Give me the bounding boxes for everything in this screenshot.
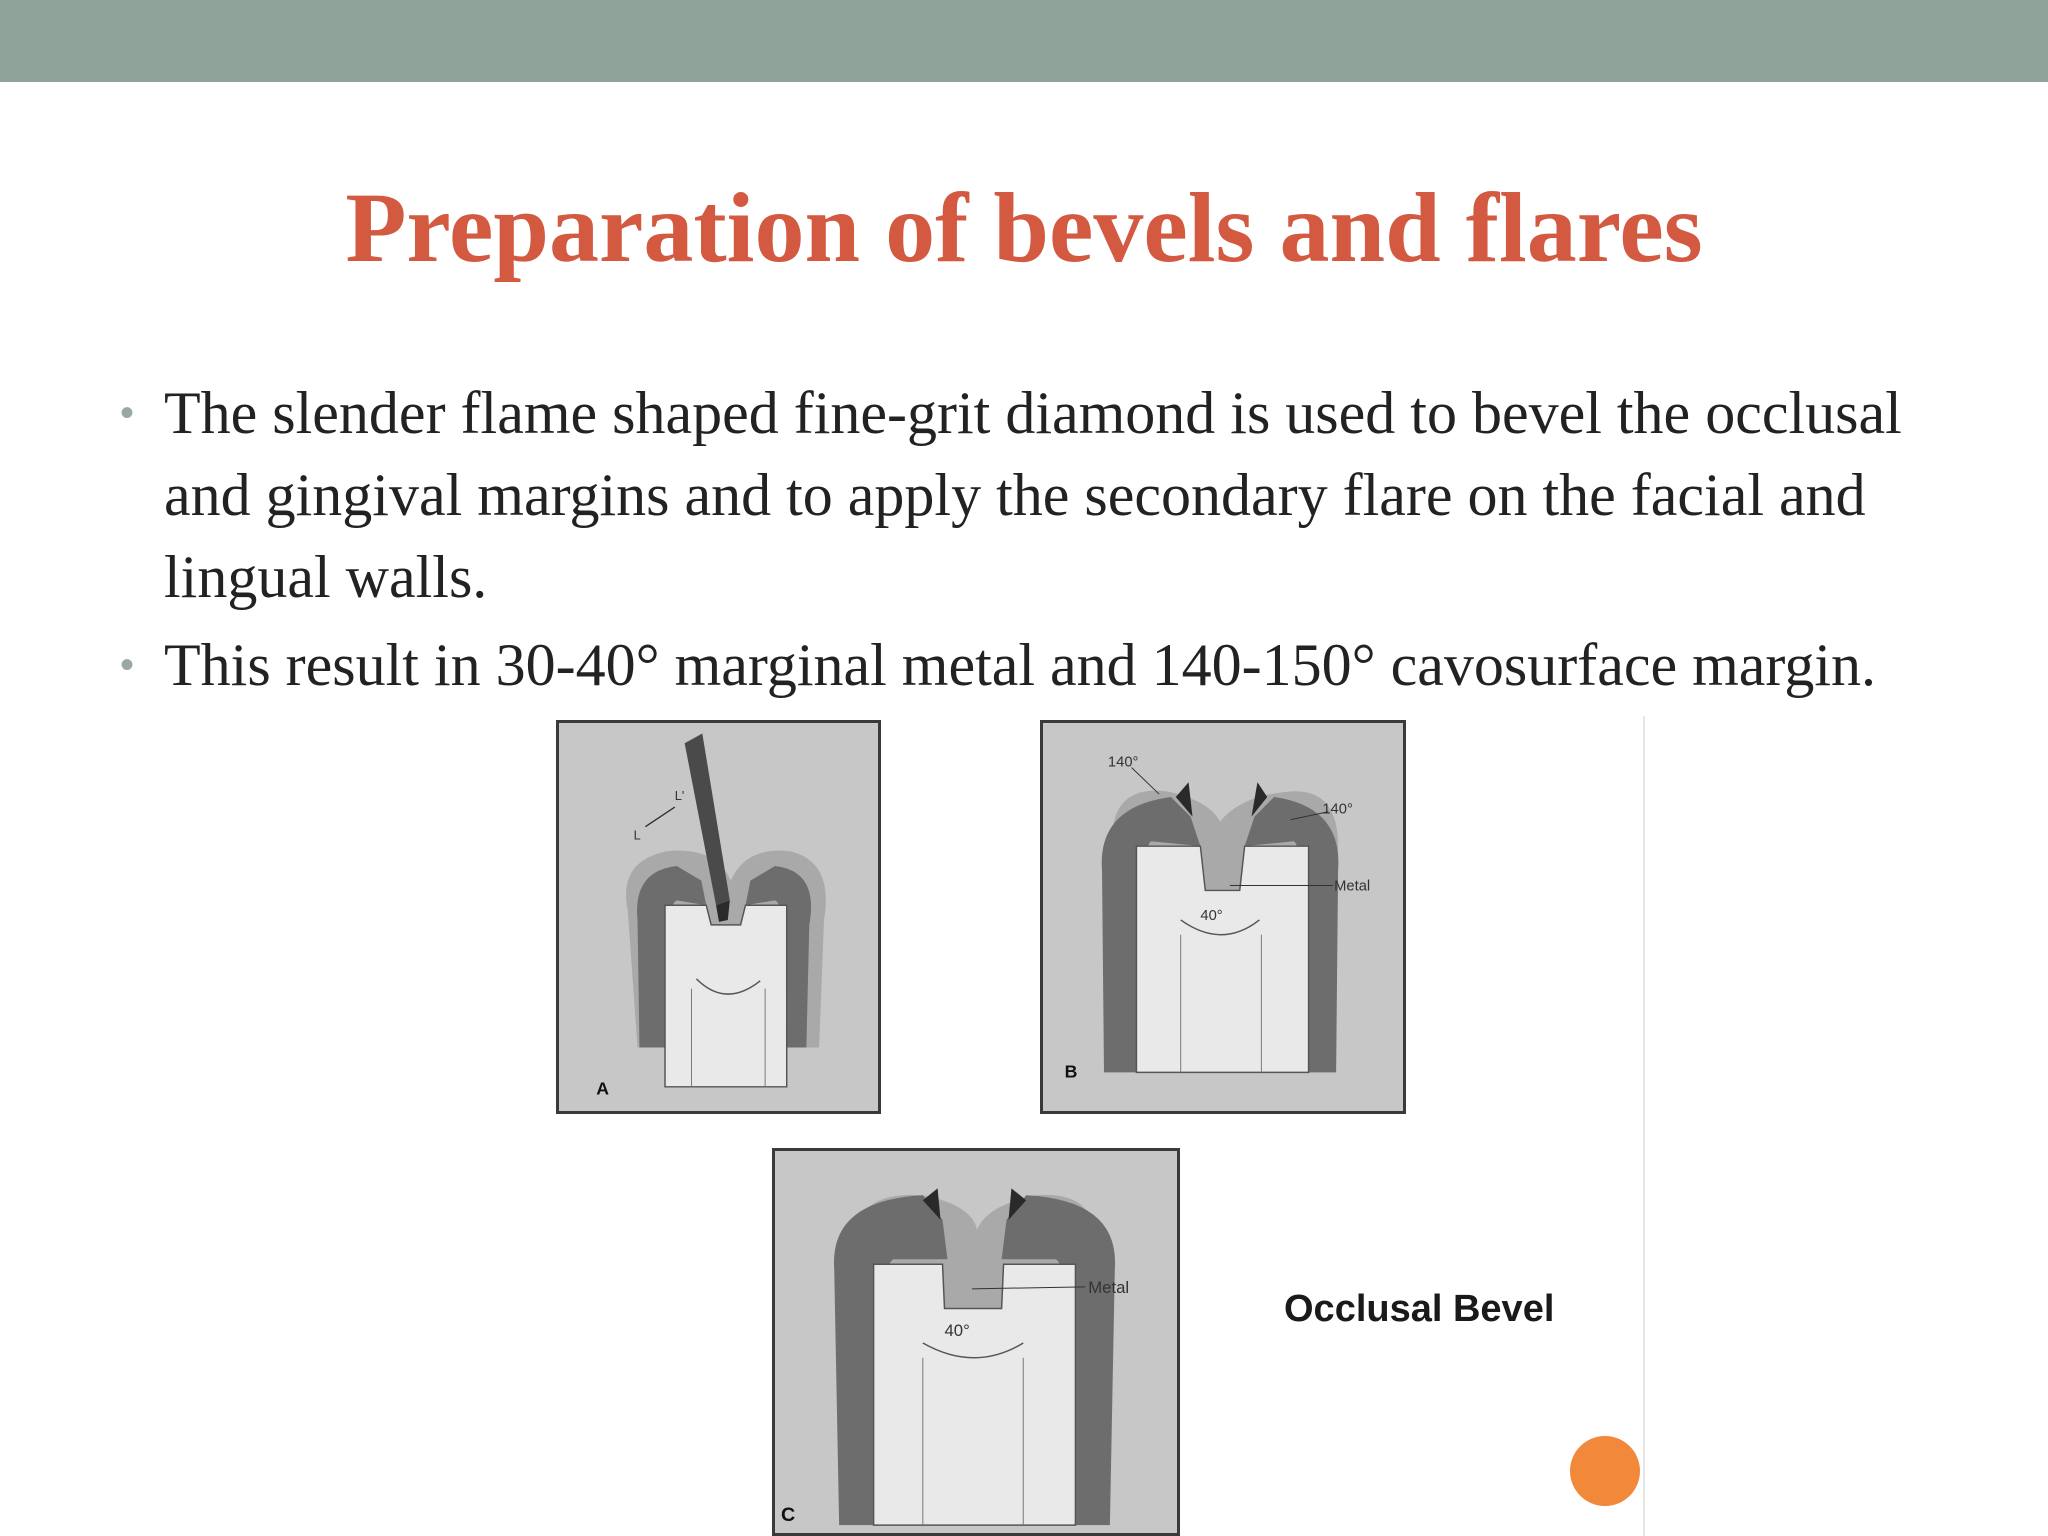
orange-dot-icon bbox=[1570, 1436, 1640, 1506]
bullet-list bbox=[120, 372, 1920, 712]
slide-title: Preparation of bevels and flares bbox=[345, 172, 1703, 283]
figure-c-drawing bbox=[775, 1151, 1177, 1533]
figure-b-drawing bbox=[1043, 723, 1403, 1111]
figure-a-drawing bbox=[559, 723, 878, 1111]
bullet-text: The slender flame shaped fine-grit diamond is used to bevel the occlusal and gingival margins and to apply the secondary flare on the facial and lingual walls. bbox=[164, 380, 1902, 610]
figure-c-tooth-diagram bbox=[772, 1148, 1180, 1536]
label-metal: Metal bbox=[1088, 1277, 1130, 1297]
figure-a-letter: A bbox=[596, 1078, 610, 1099]
label-40: 40° bbox=[944, 1321, 970, 1341]
figure-b-tooth-diagram bbox=[1040, 720, 1406, 1114]
figure-a-tooth-diagram bbox=[556, 720, 881, 1114]
label-l: L bbox=[633, 827, 641, 843]
figure-c-letter: C bbox=[781, 1504, 796, 1527]
label-metal: Metal bbox=[1334, 878, 1371, 895]
label-40: 40° bbox=[1200, 907, 1223, 924]
label-140-right: 140° bbox=[1322, 801, 1353, 818]
bullet-text: This result in 30-40° marginal metal and 140-150° cavosurface margin. bbox=[164, 632, 1876, 698]
label-140-left: 140° bbox=[1107, 754, 1139, 771]
label-l-prime: L' bbox=[674, 788, 685, 804]
bullet-dot-icon: • bbox=[120, 391, 135, 435]
bullet-dot-icon: • bbox=[120, 643, 135, 687]
top-banner bbox=[0, 0, 2048, 82]
vertical-divider bbox=[1643, 716, 1645, 1536]
bullet-item bbox=[120, 372, 1920, 618]
figure-b-letter: B bbox=[1064, 1061, 1078, 1082]
bullet-item bbox=[120, 624, 1920, 706]
figure-caption: Occlusal Bevel bbox=[1284, 1288, 1555, 1330]
